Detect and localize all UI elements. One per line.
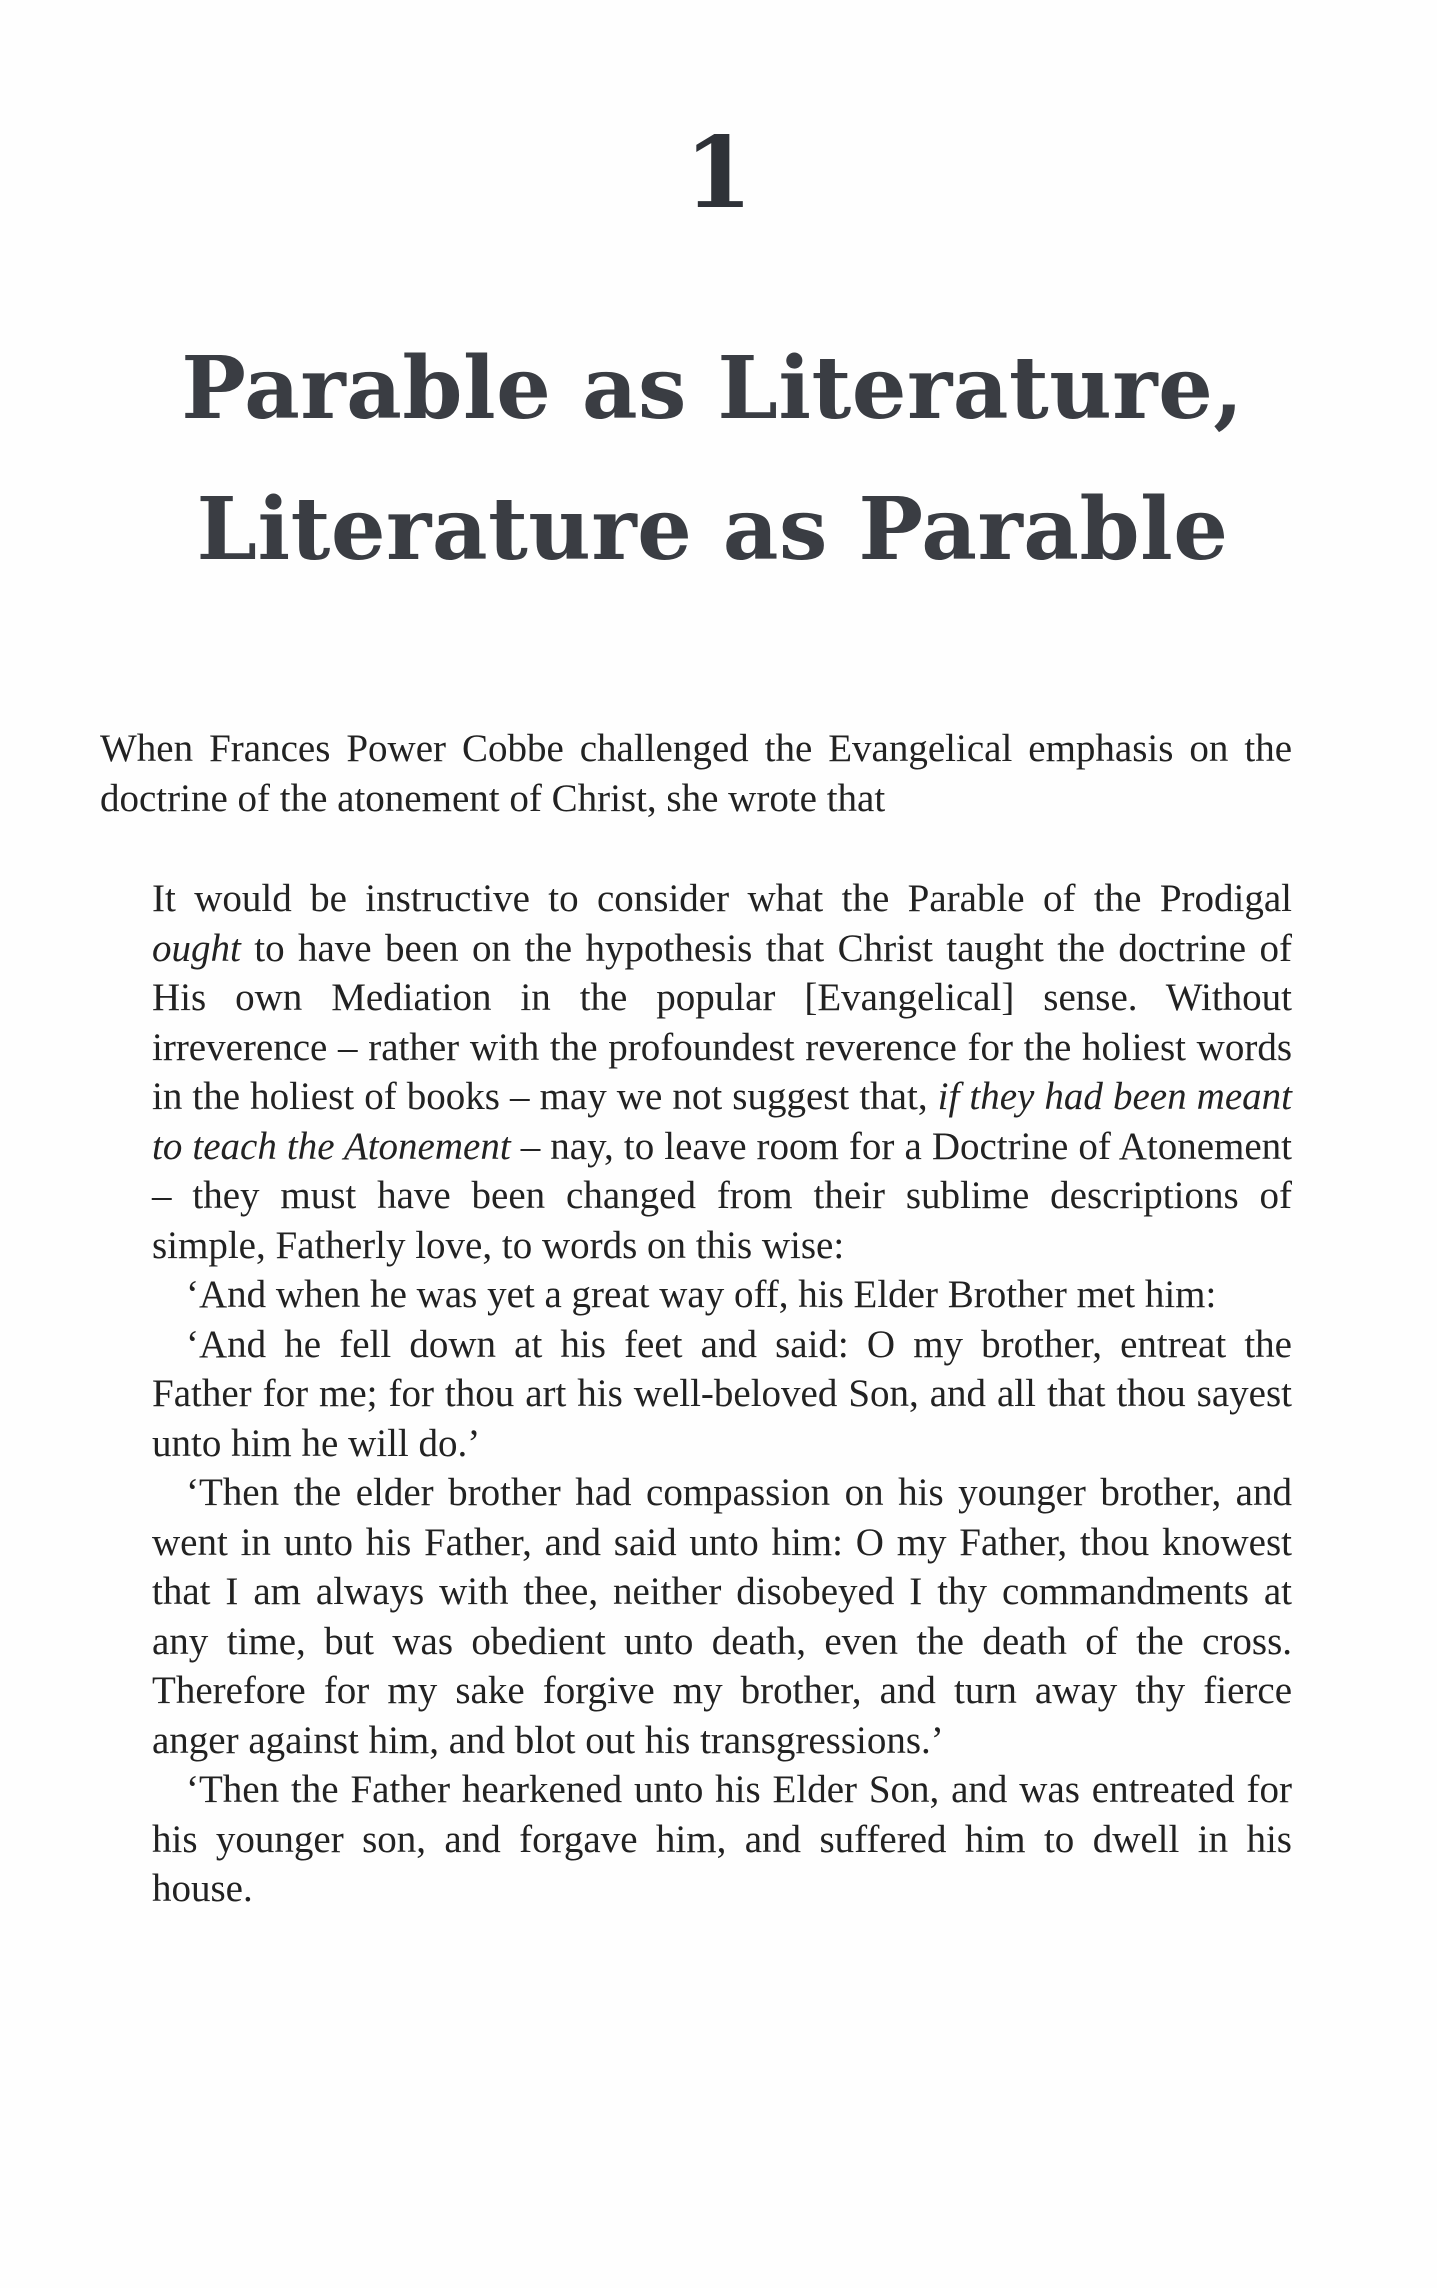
block-quote — [152, 874, 1292, 1914]
chapter-number: 1 — [684, 116, 753, 231]
quote-paragraph-4: ‘Then the elder brother had compassion on his younger brother, and went in unto his Father, and said unto him: O my Father, thou knowest that I am always with thee, neither disobeyed I thy commandments at any time, but was obedient unto death, even the death of the cross. Therefore for my sake forgive my brother, and turn away thy fierce anger against him, and blot out his transgressions.’ — [152, 1471, 1292, 1762]
quote-text: – nay, to leave room for a Doctrine of Atonement – they must have been changed from their sublime descriptions of simple, Fatherly love, to words on this wise: — [152, 1124, 1292, 1267]
quote-paragraph-3: ‘And he fell down at his feet and said: O my brother, entreat the Father for me; for thou art his well-beloved Son, and all that thou sayest unto him he will do.’ — [152, 1322, 1292, 1465]
quote-text: to have been on the hypothesis that Christ taught the doctrine of His own Mediation in the popular [Evangelical] sense. Without irreverence – rather with the profoundest reverence for the holiest words in the holiest of books – may we not suggest that, — [152, 926, 1292, 1118]
chapter-title-line-1: Parable as Literature, — [181, 338, 1244, 439]
chapter-title — [100, 318, 1325, 600]
quote-paragraph-2: ‘And when he was yet a great way off, his Elder Brother met him: — [186, 1273, 1217, 1316]
quote-italic-text: if they had been meant to teach the Atonement — [152, 1075, 1292, 1168]
quote-paragraph-1 — [152, 874, 1292, 1270]
chapter-title-line-2: Literature as Parable — [196, 479, 1229, 580]
quote-paragraph-5: ‘Then the Father hearkened unto his Elder Son, and was entreated for his younger son, and forgave him, and suffered him to dwell in his house. — [152, 1768, 1292, 1910]
quote-italic-text: ought — [152, 926, 241, 970]
intro-paragraph: When Frances Power Cobbe challenged the Evangelical emphasis on the doctrine of the atonement of Christ, she wrote that — [100, 727, 1292, 820]
quote-text: It would be instructive to consider what the Parable of the Prodigal — [152, 877, 1292, 920]
